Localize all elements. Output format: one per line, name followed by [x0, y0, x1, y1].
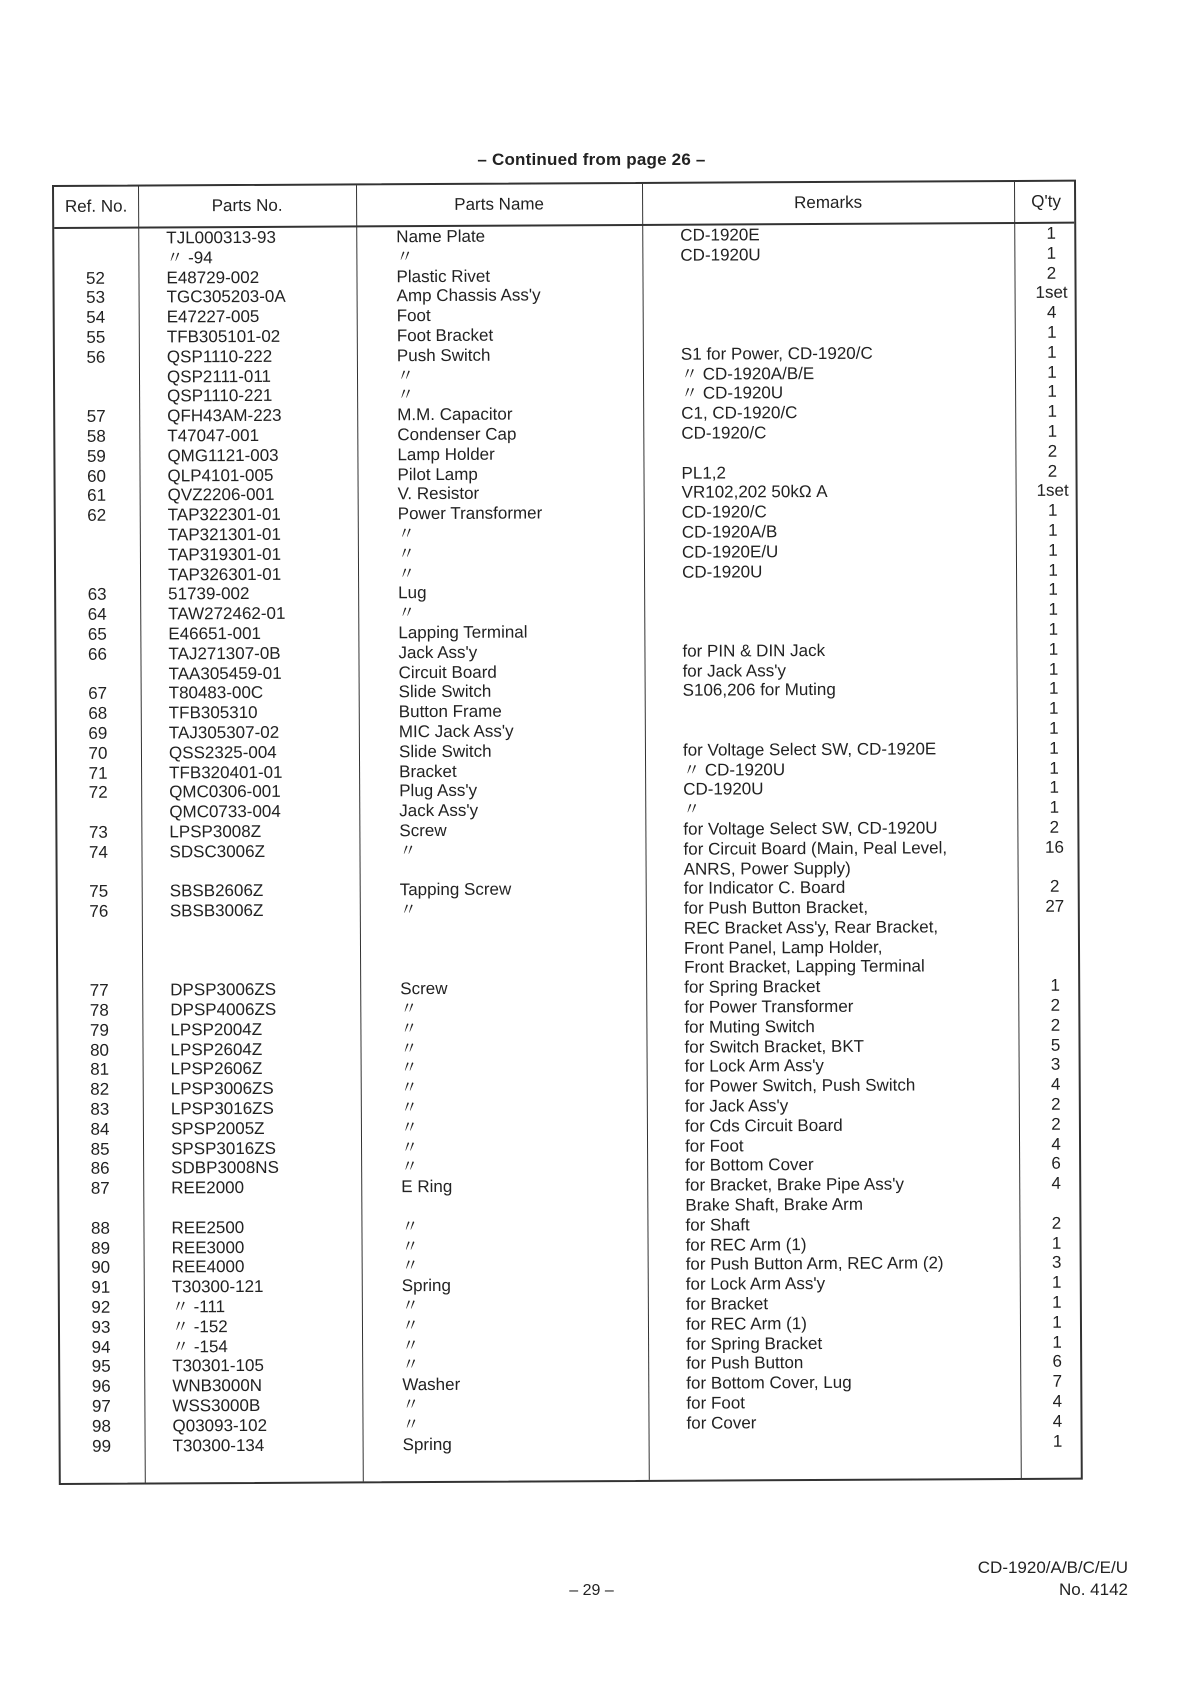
parts-name-cell: Plug Ass'y	[399, 781, 478, 801]
parts-name-cell: 〃	[401, 1236, 419, 1256]
parts-no-cell: QSP1110-222	[166, 346, 273, 367]
parts-name-cell: 〃	[402, 1414, 420, 1434]
remarks-cell: CD-1920U	[681, 561, 763, 582]
ref-no-cell: 77	[89, 980, 109, 1001]
parts-name-cell: 〃	[397, 385, 415, 405]
qty-cell: 5	[1050, 1035, 1061, 1055]
remarks-cell: for Bottom Cover, Lug	[686, 1373, 852, 1393]
parts-no-cell: TAP321301-01	[167, 524, 281, 545]
ref-no-cell: 82	[90, 1079, 110, 1100]
qty-cell: 4	[1046, 302, 1057, 322]
qty-cell: 1	[1048, 599, 1059, 619]
header-parts-no: Parts No.	[211, 195, 283, 216]
parts-name-cell: 〃	[400, 1137, 419, 1157]
qty-cell: 1	[1047, 342, 1057, 362]
ref-no-cell: 85	[90, 1139, 110, 1159]
parts-no-cell: SPSP3016ZS	[170, 1138, 277, 1159]
ref-no-cell: 75	[89, 882, 109, 902]
remarks-cell: for Spring Bracket	[684, 977, 821, 997]
parts-no-cell: T80483-00C	[168, 683, 264, 703]
ref-no-cell: 76	[89, 901, 109, 921]
parts-no-cell: 〃 -94	[166, 247, 213, 268]
parts-name-cell: Screw	[399, 820, 447, 841]
parts-no-cell: SBSB2606Z	[169, 881, 264, 901]
remarks-cell: CD-1920E	[680, 225, 760, 245]
ref-no-cell: 72	[88, 783, 108, 803]
parts-name-cell: Lapping Terminal	[398, 622, 528, 643]
ref-no-cell: 96	[91, 1376, 111, 1397]
parts-name-cell: 〃	[400, 1058, 418, 1078]
remarks-cell: CD-1920/C	[681, 502, 767, 522]
ref-no-cell: 81	[90, 1060, 110, 1080]
ref-no-cell: 89	[91, 1238, 111, 1258]
remarks-cell: for Spring Bracket	[686, 1333, 823, 1354]
remarks-cell: for Foot	[686, 1393, 746, 1413]
parts-name-cell: Jack Ass'y	[399, 800, 479, 821]
parts-name-cell: Tapping Screw	[399, 879, 512, 900]
parts-no-cell: QMC0733-004	[169, 801, 281, 822]
remarks-cell: for Foot	[684, 1136, 744, 1156]
qty-cell: 1	[1047, 500, 1058, 520]
ref-no-cell: 63	[87, 585, 107, 605]
parts-name-cell: 〃	[402, 1335, 420, 1355]
parts-name-cell: Condenser Cap	[397, 424, 517, 445]
parts-no-cell: QMG1121-003	[167, 445, 279, 466]
ref-no-cell: 69	[88, 723, 108, 743]
qty-cell: 4	[1052, 1411, 1063, 1431]
parts-no-cell: LPSP3008Z	[169, 821, 262, 842]
page-number: – 29 –	[569, 1582, 614, 1599]
qty-cell: 27	[1045, 896, 1065, 916]
remarks-cell: for Voltage Select SW, CD-1920U	[683, 818, 938, 839]
qty-cell: 2	[1049, 817, 1060, 837]
parts-no-cell: TAW272462-01	[168, 603, 286, 624]
remarks-cell: for Push Button Arm, REC Arm (2)	[685, 1253, 944, 1275]
model-name: CD-1920/A/B/C/E/U	[977, 1558, 1128, 1577]
qty-cell: 1	[1047, 421, 1058, 441]
ref-no-cell: 88	[90, 1218, 110, 1238]
parts-name-cell: Spring	[401, 1276, 451, 1296]
remarks-cell: for Push Button	[686, 1353, 804, 1374]
parts-name-cell: 〃	[397, 524, 415, 544]
parts-no-cell: SDSC3006Z	[169, 841, 265, 862]
parts-no-cell: E46651-001	[168, 623, 262, 644]
ref-no-cell: 73	[88, 822, 108, 842]
ref-no-cell: 92	[91, 1297, 111, 1317]
parts-name-cell: 〃	[402, 1355, 420, 1375]
continued-note: – Continued from page 26 –	[477, 150, 706, 169]
qty-cell: 1	[1050, 976, 1060, 996]
parts-no-cell: WSS3000B	[172, 1395, 261, 1416]
qty-cell: 1set	[1035, 283, 1068, 303]
remarks-cell: ANRS, Power Supply)	[683, 858, 851, 879]
ref-no-cell: 83	[90, 1099, 110, 1119]
parts-no-cell: TGC305203-0A	[166, 287, 286, 307]
parts-name-cell: Jack Ass'y	[398, 642, 478, 662]
ref-no-cell: 65	[87, 624, 107, 644]
parts-name-cell: 〃	[401, 1315, 420, 1336]
parts-no-cell: Q03093-102	[172, 1415, 268, 1436]
qty-cell: 1	[1048, 619, 1059, 639]
parts-name-cell: 〃	[400, 1098, 418, 1118]
remarks-cell: for Indicator C. Board	[683, 878, 846, 898]
remarks-cell: for Bottom Cover	[685, 1155, 814, 1176]
ref-no-cell: 67	[88, 684, 108, 704]
remarks-cell: for Muting Switch	[684, 1016, 815, 1037]
table-row	[61, 1431, 1081, 1456]
header-remarks: Remarks	[794, 192, 863, 213]
parts-name-cell: 〃	[399, 840, 417, 860]
qty-cell: 1	[1048, 560, 1058, 580]
qty-cell: 4	[1050, 1074, 1061, 1095]
ref-no-cell: 91	[91, 1277, 111, 1298]
parts-no-cell: SBSB3006Z	[169, 900, 264, 921]
parts-no-cell: QSP2111-011	[166, 366, 272, 386]
parts-name-cell: Button Frame	[398, 701, 502, 722]
parts-name-cell: Foot	[396, 306, 431, 326]
header-qty: Q'ty	[1031, 191, 1061, 211]
qty-cell: 1	[1048, 639, 1059, 659]
remarks-cell: 〃 CD-1920A/B/E	[680, 363, 815, 384]
ref-no-cell: 99	[92, 1436, 112, 1456]
parts-no-cell: TFB305101-02	[166, 326, 281, 347]
parts-name-cell: 〃	[396, 246, 414, 266]
qty-cell: 2	[1051, 1213, 1062, 1233]
parts-name-cell: 〃	[401, 1256, 419, 1276]
qty-cell: 16	[1044, 837, 1064, 857]
parts-no-cell: T30300-121	[171, 1277, 264, 1297]
parts-no-cell: REE4000	[171, 1257, 245, 1277]
remarks-cell: 〃 CD-1920U	[683, 759, 786, 780]
parts-no-cell: TFB320401-01	[169, 762, 283, 782]
ref-no-cell: 71	[88, 763, 108, 783]
parts-name-cell: Circuit Board	[398, 662, 497, 682]
parts-no-cell: TAP319301-01	[167, 544, 282, 565]
remarks-cell: Front Panel, Lamp Holder,	[683, 937, 883, 958]
parts-no-cell: DPSP3006ZS	[170, 980, 277, 1000]
parts-name-cell: 〃	[400, 1117, 418, 1138]
parts-no-cell: LPSP2606Z	[170, 1059, 263, 1079]
remarks-cell: for Jack Ass'y	[682, 660, 786, 681]
ref-no-cell: 53	[86, 288, 106, 308]
qty-cell: 1	[1052, 1292, 1062, 1312]
remarks-cell: REC Bracket Ass'y, Rear Bracket,	[683, 917, 939, 938]
parts-no-cell: E48729-002	[166, 267, 260, 287]
parts-no-cell: QVZ2206-001	[167, 485, 275, 505]
ref-no-cell: 94	[91, 1337, 111, 1357]
parts-list-table	[52, 180, 1083, 1485]
ref-no-cell: 93	[91, 1317, 111, 1337]
parts-no-cell: QMC0306-001	[169, 782, 281, 802]
remarks-cell: for Switch Bracket, BKT	[684, 1036, 865, 1057]
qty-cell: 1	[1047, 322, 1057, 342]
qty-cell: 2	[1051, 1114, 1061, 1134]
ref-no-cell: 66	[87, 644, 107, 664]
ref-no-cell: 55	[86, 327, 106, 347]
qty-cell: 1	[1046, 243, 1057, 263]
parts-no-cell: QFH43AM-223	[167, 405, 282, 426]
header-parts-name: Parts Name	[454, 194, 545, 214]
qty-cell: 2	[1047, 441, 1058, 461]
qty-cell: 2	[1047, 461, 1058, 481]
remarks-cell: for REC Arm (1)	[685, 1313, 807, 1334]
remarks-cell: C1, CD-1920/C	[681, 403, 798, 423]
parts-no-cell: TAP326301-01	[167, 564, 282, 584]
parts-no-cell: LPSP3016ZS	[170, 1098, 274, 1119]
qty-cell: 1	[1049, 778, 1059, 798]
parts-no-cell: LPSP3006ZS	[170, 1079, 274, 1099]
parts-no-cell: 51739-002	[168, 584, 250, 604]
ref-no-cell: 59	[86, 446, 106, 466]
parts-no-cell: TAJ305307-02	[168, 722, 280, 743]
parts-no-cell: REE2000	[171, 1178, 245, 1198]
parts-no-cell: SDBP3008NS	[171, 1158, 279, 1178]
parts-no-cell: T47047-001	[167, 425, 260, 446]
remarks-cell: for Cds Circuit Board	[684, 1115, 843, 1136]
parts-no-cell: TAP322301-01	[167, 504, 281, 525]
remarks-cell: for Bracket	[685, 1294, 769, 1314]
parts-name-cell: Lamp Holder	[397, 444, 495, 464]
parts-name-cell: 〃	[399, 900, 417, 920]
parts-name-cell: Pilot Lamp	[397, 464, 478, 484]
ref-no-cell: 74	[88, 842, 108, 862]
parts-no-cell: REE2500	[171, 1217, 245, 1238]
ref-no-cell: 79	[89, 1020, 109, 1040]
parts-name-cell: 〃	[401, 1296, 419, 1316]
qty-cell: 3	[1050, 1055, 1061, 1075]
ref-no-cell: 70	[88, 743, 108, 763]
table-header	[54, 182, 1074, 229]
parts-name-cell: Bracket	[399, 761, 457, 781]
parts-name-cell: M.M. Capacitor	[397, 404, 513, 425]
qty-cell: 1	[1046, 223, 1057, 243]
ref-no-cell: 86	[90, 1159, 110, 1179]
remarks-cell: CD-1920/C	[681, 423, 767, 443]
parts-no-cell: 〃 -111	[171, 1297, 226, 1317]
remarks-cell: 〃 CD-1920U	[681, 383, 784, 404]
ref-no-cell: 64	[87, 604, 107, 624]
parts-no-cell: E47227-005	[166, 307, 260, 327]
parts-name-cell: Push Switch	[396, 345, 491, 365]
qty-cell: 1	[1052, 1431, 1063, 1451]
remarks-cell: for Lock Arm Ass'y	[684, 1056, 824, 1077]
qty-cell: 1	[1047, 382, 1057, 402]
qty-cell: 1set	[1036, 481, 1069, 501]
parts-no-cell: 〃 -152	[171, 1316, 228, 1337]
ref-no-cell: 98	[91, 1416, 112, 1436]
parts-name-cell: 〃	[400, 999, 418, 1019]
table-body	[54, 224, 1080, 1457]
remarks-cell: 〃	[683, 799, 701, 819]
qty-cell: 1	[1051, 1233, 1062, 1253]
ref-no-cell: 57	[86, 406, 106, 426]
parts-name-cell: 〃	[400, 1038, 418, 1058]
qty-cell: 4	[1052, 1391, 1063, 1411]
ref-no-cell: 80	[90, 1040, 110, 1060]
parts-name-cell: 〃	[397, 543, 415, 563]
remarks-cell: for Voltage Select SW, CD-1920E	[682, 739, 937, 760]
ref-no-cell: 56	[86, 347, 106, 367]
document-number: No. 4142	[1059, 1580, 1128, 1599]
remarks-cell: Front Bracket, Lapping Terminal	[684, 956, 925, 978]
remarks-cell: for Lock Arm Ass'y	[685, 1274, 826, 1294]
qty-cell: 6	[1052, 1352, 1062, 1372]
remarks-cell: CD-1920E/U	[681, 541, 779, 562]
ref-no-cell: 84	[90, 1119, 110, 1139]
parts-name-cell: 〃	[402, 1395, 420, 1415]
parts-name-cell: 〃	[401, 1157, 419, 1177]
ref-no-cell: 97	[91, 1396, 111, 1416]
qty-cell: 1	[1049, 718, 1059, 738]
remarks-cell: CD-1920U	[680, 245, 761, 265]
parts-no-cell: QLP4101-005	[167, 465, 274, 485]
qty-cell: 1	[1049, 738, 1059, 758]
parts-name-cell: 〃	[400, 1078, 418, 1098]
parts-no-cell: QSP1110-221	[167, 386, 273, 406]
parts-no-cell: TJL000313-93	[166, 227, 276, 248]
qty-cell: 1	[1049, 758, 1059, 778]
ref-no-cell: 95	[91, 1357, 111, 1377]
remarks-cell: Brake Shaft, Brake Arm	[685, 1194, 864, 1215]
parts-no-cell: LPSP2604Z	[170, 1039, 263, 1060]
parts-no-cell: T30301-105	[172, 1356, 264, 1376]
parts-no-cell: 〃 -154	[172, 1336, 228, 1357]
qty-cell: 1	[1048, 659, 1059, 679]
ref-no-cell: 87	[90, 1178, 110, 1199]
parts-no-cell: WNB3000N	[172, 1376, 263, 1396]
remarks-cell: for REC Arm (1)	[685, 1234, 807, 1255]
parts-name-cell: 〃	[397, 563, 416, 583]
ref-no-cell: 62	[87, 505, 107, 525]
parts-no-cell: TFB305310	[168, 703, 258, 723]
parts-name-cell: Plastic Rivet	[396, 266, 491, 286]
qty-cell: 2	[1049, 877, 1060, 897]
qty-cell: 2	[1050, 1015, 1061, 1035]
remarks-cell: for Shaft	[685, 1215, 750, 1235]
qty-cell: 1	[1048, 580, 1058, 600]
parts-name-cell: Foot Bracket	[396, 325, 494, 346]
parts-name-cell: Name Plate	[396, 226, 486, 247]
parts-name-cell: E Ring	[401, 1177, 453, 1197]
ref-no-cell: 61	[87, 486, 107, 506]
parts-name-cell: V. Resistor	[397, 484, 480, 504]
ref-no-cell: 52	[85, 268, 105, 288]
remarks-cell: PL1,2	[681, 463, 727, 483]
parts-no-cell: TAA305459-01	[168, 663, 282, 683]
parts-no-cell: TAJ271307-0B	[168, 643, 281, 664]
qty-cell: 1	[1048, 679, 1059, 699]
parts-name-cell: 〃	[398, 603, 416, 623]
parts-name-cell: Spring	[402, 1434, 452, 1454]
remarks-cell: for Jack Ass'y	[684, 1096, 789, 1116]
parts-no-cell: DPSP4006ZS	[170, 999, 277, 1020]
parts-no-cell: SPSP2005Z	[170, 1118, 265, 1139]
remarks-cell: for Bracket, Brake Pipe Ass'y	[685, 1174, 904, 1195]
qty-cell: 1	[1048, 520, 1058, 540]
ref-no-cell: 60	[87, 466, 107, 486]
parts-no-cell: LPSP2004Z	[170, 1019, 263, 1040]
remarks-cell: CD-1920A/B	[681, 522, 778, 542]
parts-no-cell: REE3000	[171, 1237, 245, 1258]
parts-name-cell: 〃	[400, 1018, 418, 1039]
parts-name-cell: 〃	[396, 365, 415, 385]
remarks-cell: for Circuit Board (Main, Peal Level,	[683, 838, 948, 859]
parts-name-cell: Slide Switch	[398, 741, 492, 761]
parts-name-cell: Power Transformer	[397, 503, 543, 524]
remarks-cell: S106,206 for Muting	[682, 680, 836, 701]
ref-no-cell: 90	[91, 1258, 111, 1278]
qty-cell: 2	[1046, 263, 1057, 283]
qty-cell: 1	[1052, 1312, 1062, 1332]
remarks-cell: S1 for Power, CD-1920/C	[680, 343, 873, 364]
qty-cell: 4	[1051, 1134, 1061, 1154]
remarks-cell: CD-1920U	[683, 779, 764, 800]
parts-name-cell: Washer	[402, 1375, 461, 1395]
qty-cell: 4	[1051, 1173, 1062, 1194]
qty-cell: 1	[1047, 362, 1057, 382]
parts-name-cell: Lug	[398, 583, 427, 603]
qty-cell: 6	[1051, 1154, 1061, 1174]
ref-no-cell: 58	[86, 426, 106, 446]
parts-no-cell: T30300-134	[172, 1435, 265, 1455]
remarks-cell: for Cover	[686, 1413, 757, 1433]
qty-cell: 1	[1047, 401, 1057, 421]
ref-no-cell: 68	[88, 703, 108, 723]
qty-cell: 7	[1052, 1371, 1063, 1391]
qty-cell: 1	[1049, 797, 1060, 817]
qty-cell: 1	[1048, 540, 1058, 560]
ref-no-cell: 54	[86, 307, 106, 328]
parts-no-cell: QSS2325-004	[168, 742, 277, 763]
ref-no-cell: 78	[89, 1000, 109, 1020]
parts-name-cell: Screw	[400, 979, 448, 999]
remarks-cell: for PIN & DIN Jack	[682, 640, 826, 661]
qty-cell: 1	[1052, 1332, 1062, 1352]
header-ref-no: Ref. No.	[64, 196, 128, 216]
qty-cell: 2	[1051, 1094, 1061, 1114]
remarks-cell: VR102,202 50kΩ A	[681, 482, 828, 503]
qty-cell: 3	[1051, 1253, 1062, 1273]
remarks-cell: for Power Switch, Push Switch	[684, 1075, 916, 1096]
qty-cell: 2	[1050, 995, 1061, 1015]
parts-name-cell: Slide Switch	[398, 682, 492, 702]
qty-cell: 1	[1048, 698, 1059, 718]
qty-cell: 1	[1051, 1272, 1062, 1293]
remarks-cell: for Power Transformer	[684, 996, 854, 1017]
parts-name-cell: Amp Chassis Ass'y	[396, 285, 541, 306]
parts-name-cell: 〃	[401, 1216, 419, 1237]
parts-name-cell: MIC Jack Ass'y	[398, 721, 514, 742]
remarks-cell: for Push Button Bracket,	[683, 897, 869, 918]
model-info	[978, 1557, 1128, 1601]
